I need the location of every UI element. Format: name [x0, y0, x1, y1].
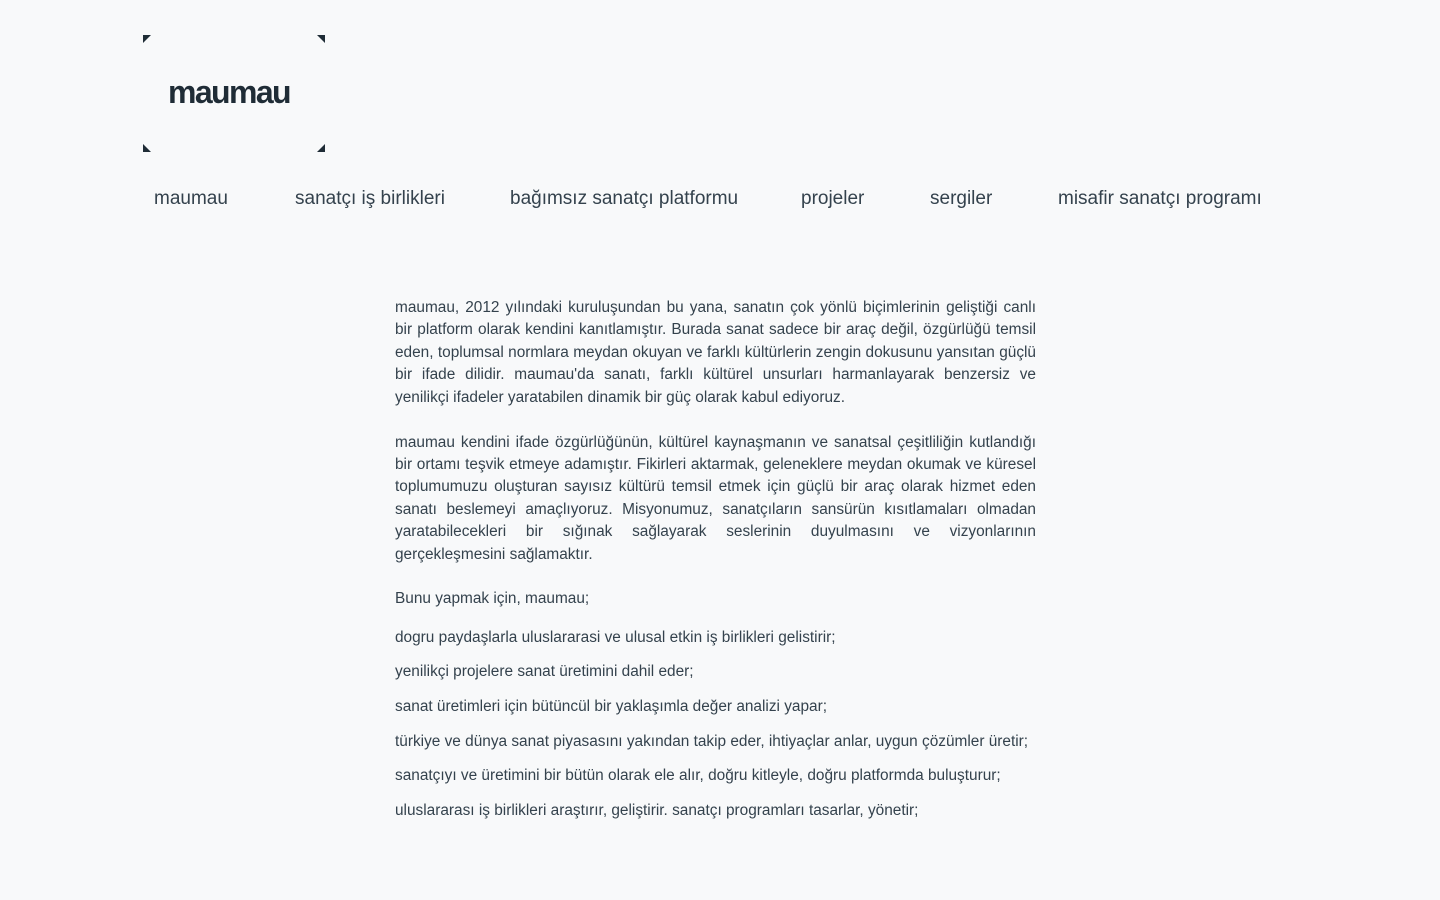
logo-corner-top-right — [317, 35, 325, 43]
logo[interactable] — [143, 35, 325, 152]
logo-corner-bottom-right — [317, 144, 325, 152]
logo-text: maumau — [168, 74, 290, 110]
nav-item-projects[interactable]: projeler — [801, 188, 865, 209]
list-item: türkiye ve dünya sanat piyasasını yakından takip eder, ihtiyaçlar anlar, uygun çözümler üretir; — [395, 732, 1029, 750]
main-content — [395, 297, 1036, 835]
about-paragraph-1: maumau, 2012 yılındaki kuruluşundan bu yana, sanatın çok yönlü biçimlerinin geliştiği canlı bir platform olarak kendini kanıtlamıştır. Burada sanat sadece bir araç değil, özgürlüğü temsil eden, toplumsal normlara meydan okuyan ve farklı kültürlerin zengin dokusunu yansıtan güçlü bir ifade dilidir. maumau'da sanatı, farklı kültürel unsurları harmanlayarak benzersiz ve yenilikçi ifadeler yaratabilen dinamik bir güç olarak kabul ediyoruz. — [395, 299, 1036, 406]
list-item: uluslararası iş birlikleri araştırır, geliştirir. sanatçı programları tasarlar, yönetir; — [395, 801, 919, 819]
logo-corner-top-left — [143, 35, 151, 43]
nav-item-artist-residency[interactable]: misafir sanatçı programı — [1058, 188, 1262, 209]
list-item: yenilikçi projelere sanat üretimini dahil eder; — [395, 663, 694, 681]
logo-corner-bottom-left — [143, 144, 151, 152]
list-intro: Bunu yapmak için, maumau; — [395, 590, 590, 608]
list-item: sanatçıyı ve üretimini bir bütün olarak ele alır, doğru kitleyle, doğru platformda buluşturur; — [395, 767, 1001, 785]
about-paragraph-2: maumau kendini ifade özgürlüğünün, kültürel kaynaşmanın ve sanatsal çeşitliliğin kutlandığı bir ortamı teşvik etmeye adamıştır. Fikirleri aktarmak, geleneklere meydan okumak ve küresel toplumumuzu oluşturan sayısız kültürü temsil etmek için güçlü bir araç olarak hizmet eden sanatı beslemeyi amaçlıyoruz. Misyonumuz, sanatçıların sansürün kısıtlamaları olmadan yaratabilecekleri bir sığınak sağlayarak seslerinin duyulmasını ve vizyonlarının gerçekleşmesini sağlamaktır. — [395, 433, 1036, 563]
list-item: dogru paydaşlarla uluslararasi ve ulusal etkin iş birlikleri gelistirir; — [395, 628, 836, 646]
nav-item-maumau[interactable]: maumau — [154, 188, 228, 209]
nav-item-artist-collaborations[interactable]: sanatçı iş birlikleri — [295, 188, 445, 209]
nav-item-independent-artist-platform[interactable]: bağımsız sanatçı platformu — [510, 188, 739, 209]
list-item: sanat üretimleri için bütüncül bir yaklaşımla değer analizi yapar; — [395, 698, 827, 716]
nav-item-exhibitions[interactable]: sergiler — [930, 188, 993, 209]
